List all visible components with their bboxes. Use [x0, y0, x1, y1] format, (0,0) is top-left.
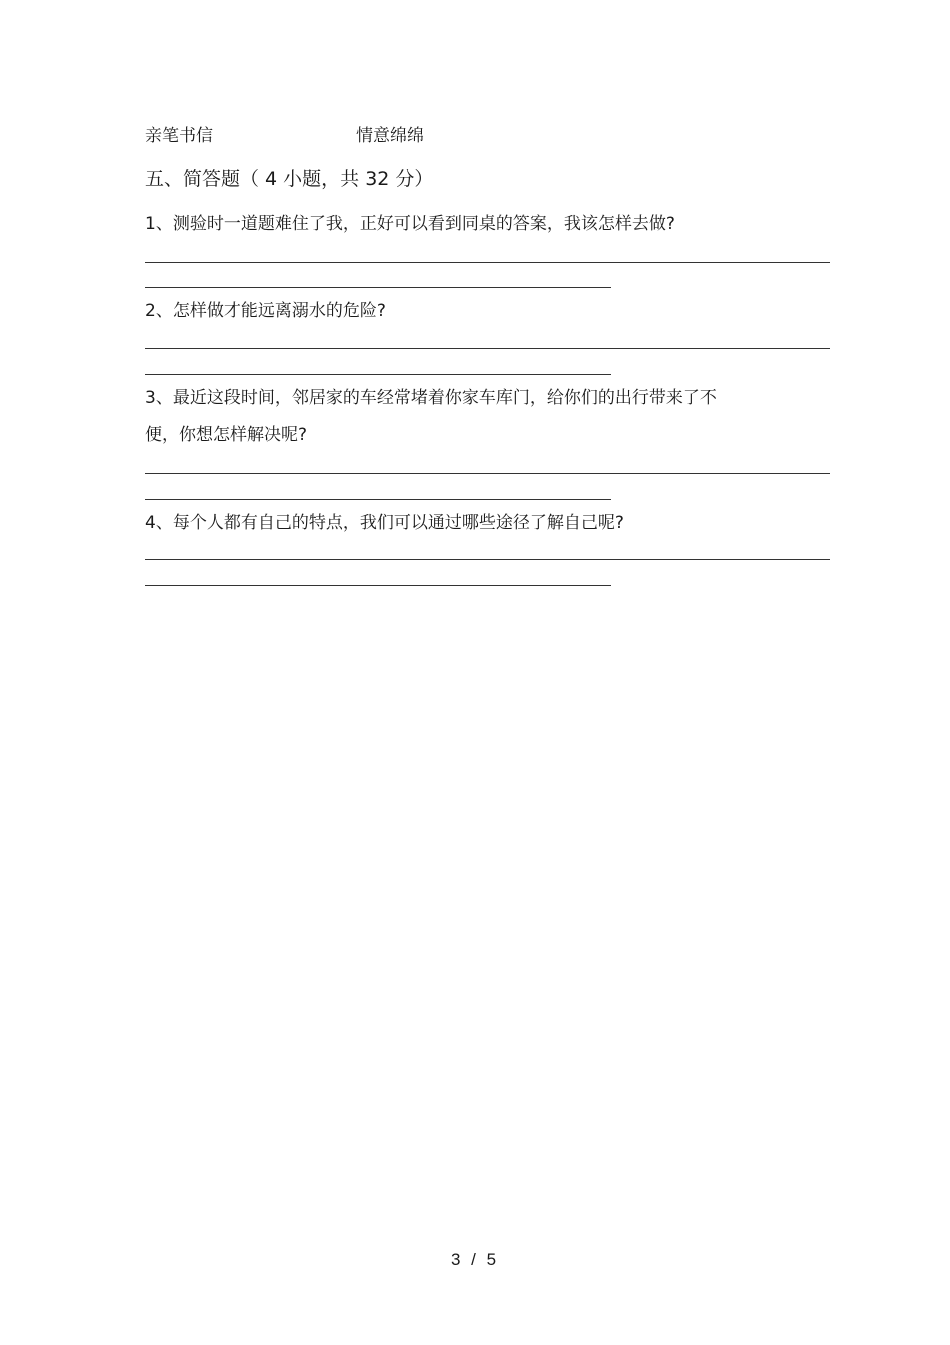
question-3-line1: 3、最近这段时间，邻居家的车经常堵着你家车库门，给你们的出行带来了不 [145, 388, 717, 408]
answer-line [145, 287, 611, 288]
pair-right: 情意绵绵 [356, 126, 424, 146]
answer-line [145, 585, 611, 586]
pair-left: 亲笔书信 [145, 126, 213, 146]
answer-line [145, 473, 830, 474]
question-1: 1、测验时一道题难住了我，正好可以看到同桌的答案，我该怎样去做? [145, 214, 675, 234]
answer-line [145, 262, 830, 263]
answer-line [145, 348, 830, 349]
page-number: 3 / 5 [450, 1250, 500, 1269]
question-2: 2、怎样做才能远离溺水的危险? [145, 301, 386, 321]
answer-line [145, 559, 830, 560]
question-3-line2: 便，你想怎样解决呢? [145, 425, 308, 445]
answer-line [145, 499, 611, 500]
section-title: 五、简答题（ 4 小题，共 32 分） [145, 168, 434, 190]
question-4: 4、每个人都有自己的特点，我们可以通过哪些途径了解自己呢? [145, 513, 624, 533]
answer-line [145, 374, 611, 375]
